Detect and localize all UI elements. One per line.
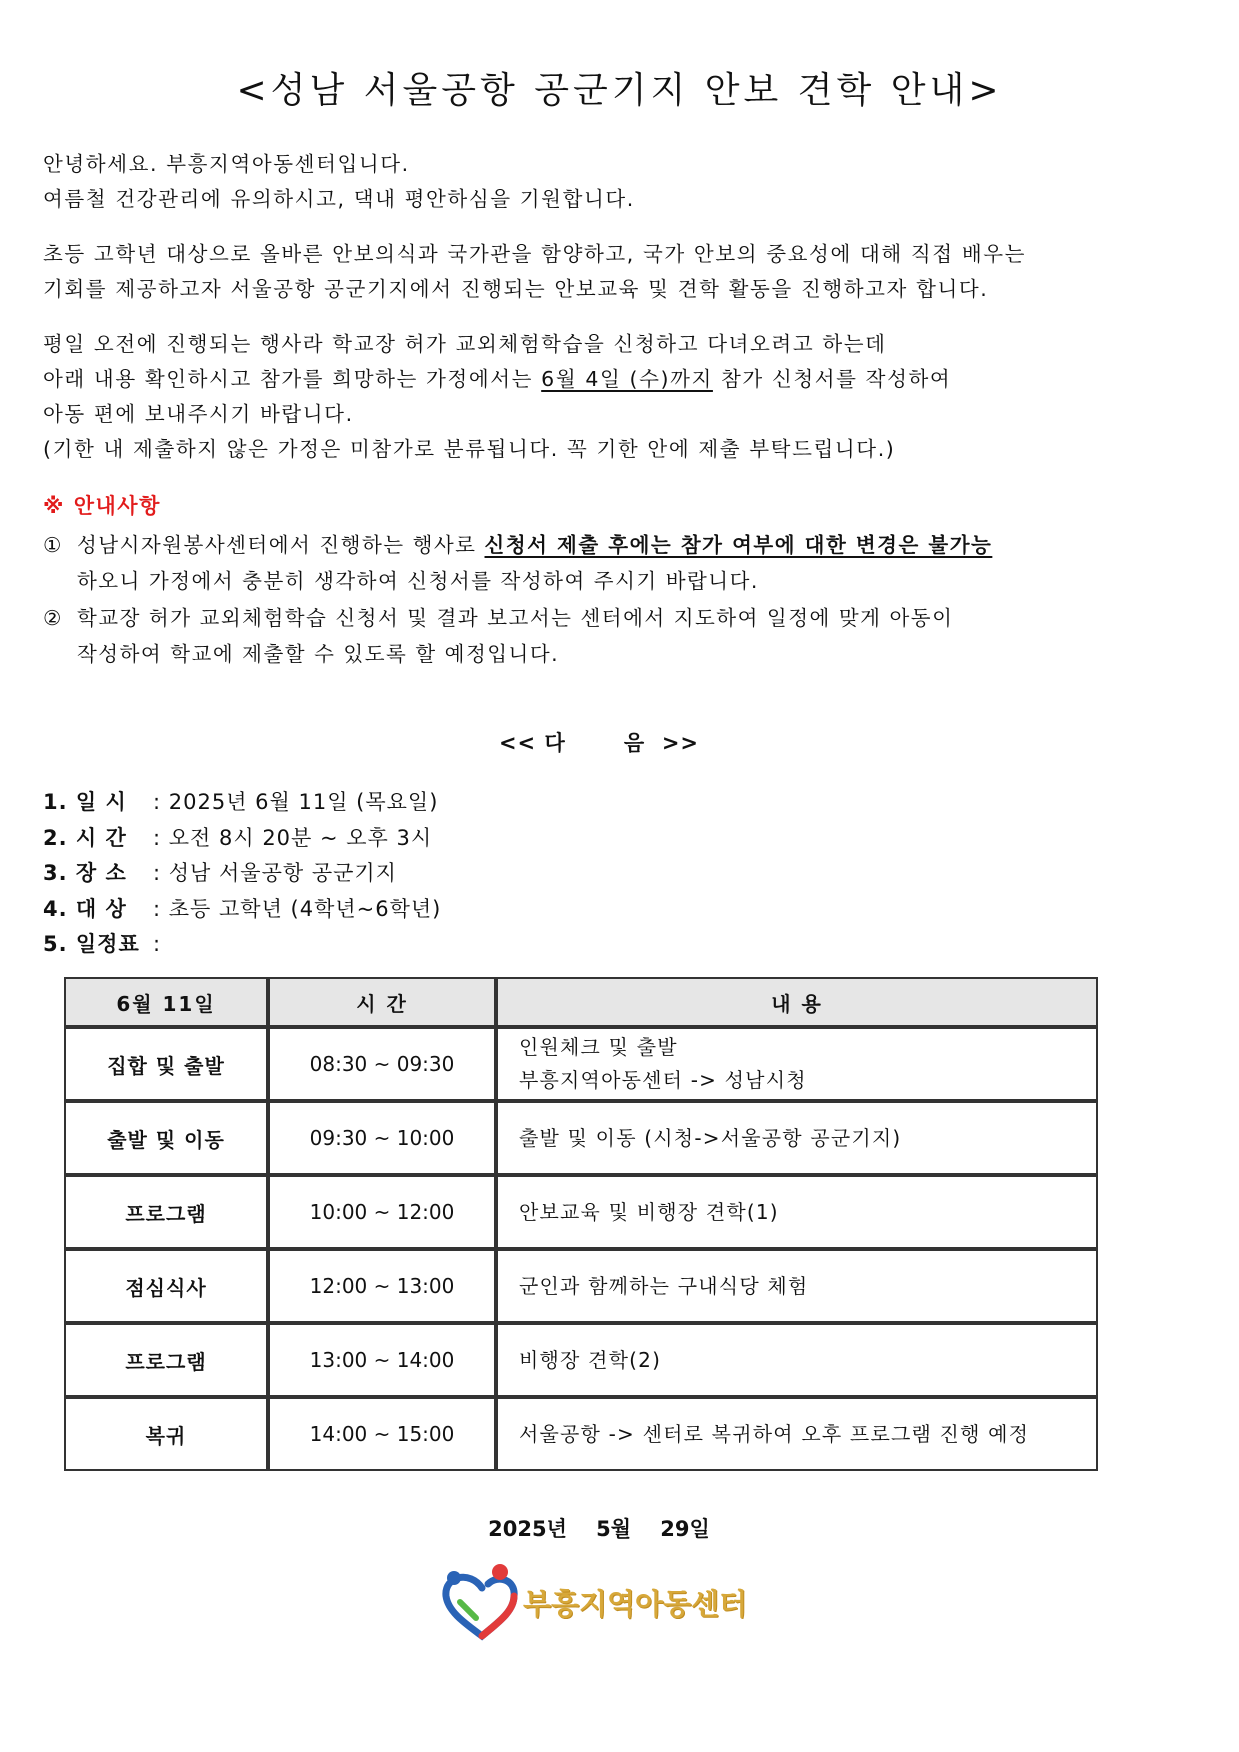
notice-text: 성남시자원봉사센터에서 진행하는 행사로: [77, 533, 485, 557]
purpose-line: 기회를 제공하고자 서울공항 공군기지에서 진행되는 안보교육 및 견학 활동을 진행하고자 합니다.: [43, 277, 989, 301]
table-row: [64, 1323, 1098, 1397]
time-cell: 08:30 ~ 09:30: [268, 1027, 496, 1101]
purpose-paragraph: [43, 237, 1026, 307]
notice-line: [43, 600, 953, 636]
info-row-schedule: [43, 927, 441, 963]
apply-line: 아동 편에 보내주시기 바랍니다.: [43, 402, 354, 426]
activity-cell: 집합 및 출발: [64, 1027, 268, 1101]
activity-cell: 점심식사: [64, 1249, 268, 1323]
content-cell: 군인과 함께하는 구내식당 체험: [496, 1249, 1098, 1323]
activity-cell: 복귀: [64, 1397, 268, 1471]
purpose-line: 초등 고학년 대상으로 올바른 안보의식과 국가관을 함양하고, 국가 안보의 중요성에 대해 직접 배우는: [43, 242, 1027, 266]
content-line: 인원체크 및 출발: [519, 1035, 678, 1059]
notice-line: [43, 527, 992, 563]
info-label: 3. 장 소: [43, 861, 127, 885]
time-cell: 09:30 ~ 10:00: [268, 1101, 496, 1175]
info-label: 5. 일정표: [43, 932, 140, 956]
activity-cell: 프로그램: [64, 1175, 268, 1249]
event-info-list: [43, 785, 441, 963]
table-row: [64, 1101, 1098, 1175]
column-header-date: 6월 11일: [64, 977, 268, 1027]
notice-line: 하오니 가정에서 충분히 생각하여 신청서를 작성하여 주시기 바랍니다.: [77, 569, 759, 593]
content-cell: 출발 및 이동 (시청->서울공항 공군기지): [496, 1101, 1098, 1175]
logo-text: 부흥지역아동센터: [523, 1587, 748, 1621]
info-label: 1. 일 시: [43, 790, 127, 814]
column-header-time: 시 간: [268, 977, 496, 1027]
info-row-place: [43, 856, 441, 892]
info-value: : 오전 8시 20분 ~ 오후 3시: [153, 825, 433, 850]
center-logo: [440, 1562, 780, 1640]
apply-paragraph: [43, 327, 951, 467]
apply-text: 참가 신청서를 작성하여: [712, 367, 952, 391]
page-title: <성남 서울공항 공군기지 안보 견학 안내>: [236, 70, 1003, 111]
apply-line: [43, 362, 951, 397]
column-header-content: 내 용: [496, 977, 1098, 1027]
content-cell: [496, 1027, 1098, 1101]
content-cell: 안보교육 및 비행장 견학(1): [496, 1175, 1098, 1249]
notice-line: 작성하여 학교에 제출할 수 있도록 할 예정입니다.: [77, 642, 560, 666]
schedule-table: [64, 977, 1098, 1471]
apply-line: (기한 내 제출하지 않은 가정은 미참가로 분류됩니다. 꼭 기한 안에 제출 부탁드립니다.): [43, 437, 896, 461]
notice-item-1: [43, 527, 992, 599]
info-value: : 초등 고학년 (4학년~6학년): [153, 896, 442, 921]
info-value: : 성남 서울공항 공군기지: [153, 861, 397, 885]
table-row: [64, 1175, 1098, 1249]
notice-heading: ※ 안내사항: [43, 494, 161, 518]
info-value: :: [153, 932, 162, 956]
time-cell: 13:00 ~ 14:00: [268, 1323, 496, 1397]
intro-line: 여름철 건강관리에 유의하시고, 댁내 평안하심을 기원합니다.: [43, 187, 635, 211]
deadline: 6월 4일 (수)까지: [541, 367, 713, 391]
activity-cell: 프로그램: [64, 1323, 268, 1397]
content-cell: 서울공항 -> 센터로 복귀하여 오후 프로그램 진행 예정: [496, 1397, 1098, 1471]
table-row: [64, 1249, 1098, 1323]
activity-cell: 출발 및 이동: [64, 1101, 268, 1175]
table-row: [64, 1397, 1098, 1471]
info-label: 2. 시 간: [43, 825, 127, 850]
circled-number: ②: [43, 606, 63, 630]
apply-text: 아래 내용 확인하시고 참가를 희망하는 가정에서는: [43, 367, 542, 391]
content-cell: 비행장 견학(2): [496, 1323, 1098, 1397]
intro-line: 안녕하세요. 부흥지역아동센터입니다.: [43, 152, 410, 176]
notice-emphasis: 신청서 제출 후에는 참가 여부에 대한 변경은 불가능: [484, 533, 993, 557]
apply-line: 평일 오전에 진행되는 행사라 학교장 허가 교외체험학습을 신청하고 다녀오려고 하는데: [43, 332, 887, 356]
heart-people-icon: [440, 1562, 530, 1642]
intro-paragraph: [43, 147, 635, 217]
notice-text: 학교장 허가 교외체험학습 신청서 및 결과 보고서는 센터에서 지도하여 일정에 맞게 아동이: [77, 606, 954, 630]
details-heading: << 다 음 >>: [498, 731, 700, 755]
table-row: [64, 1027, 1098, 1101]
content-line: 부흥지역아동센터 -> 성남시청: [519, 1068, 807, 1092]
notice-item-2: [43, 600, 953, 672]
time-cell: 12:00 ~ 13:00: [268, 1249, 496, 1323]
document-date: 2025년 5월 29일: [488, 1517, 710, 1541]
time-cell: 14:00 ~ 15:00: [268, 1397, 496, 1471]
time-cell: 10:00 ~ 12:00: [268, 1175, 496, 1249]
circled-number: ①: [43, 533, 63, 557]
info-label: 4. 대 상: [43, 896, 127, 921]
info-row-target: [43, 892, 441, 928]
info-row-date: [43, 785, 441, 821]
table-header-row: [64, 977, 1098, 1027]
info-row-time: [43, 821, 441, 857]
info-value: : 2025년 6월 11일 (목요일): [153, 790, 439, 814]
